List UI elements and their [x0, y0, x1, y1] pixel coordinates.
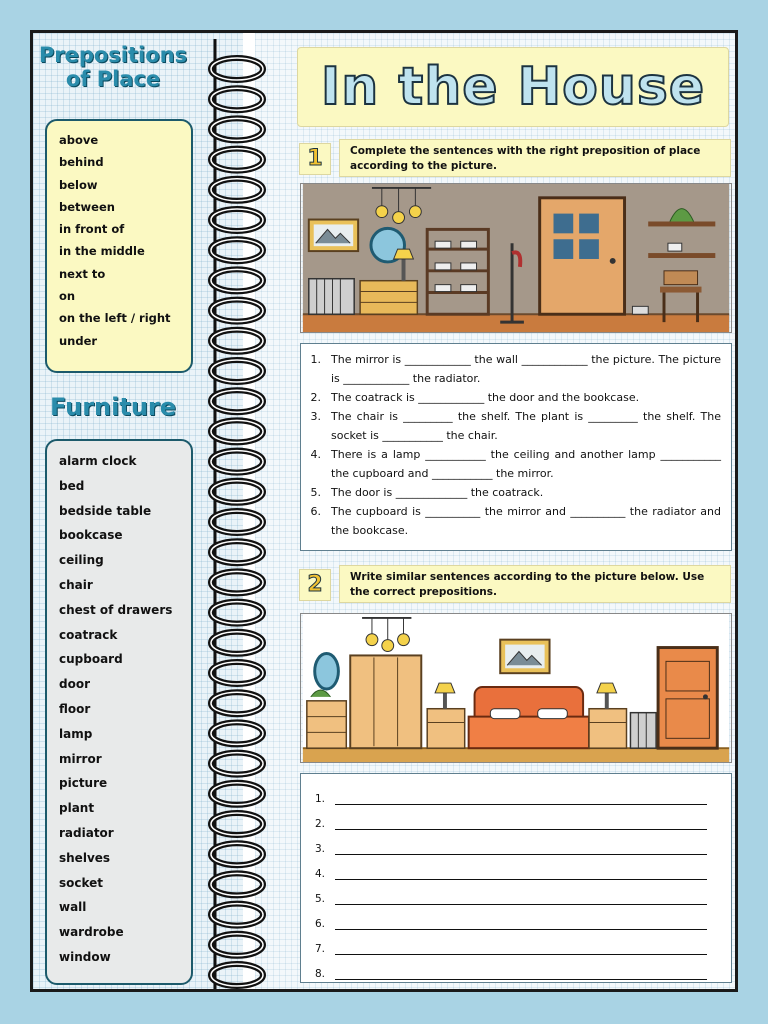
picture-frame: [309, 220, 358, 252]
preposition-item: below: [59, 177, 98, 192]
picture-frame: [500, 640, 549, 674]
room-illustration-1: [300, 183, 732, 333]
radiator: [309, 279, 354, 315]
write-line[interactable]: 2.: [309, 805, 707, 830]
furniture-item: socket: [59, 875, 104, 890]
exercise-sentence[interactable]: There is a lamp ___________ the ceiling and another lamp ___________ the cupboard and ___________ the mirror.: [331, 448, 721, 480]
spiral-ring-highlight: [211, 451, 263, 473]
furniture-item: floor: [59, 701, 91, 716]
exercise-item: 6. The cupboard is __________ the mirror and __________ the radiator and the bookcase.: [307, 502, 721, 540]
preposition-item: next to: [59, 266, 106, 281]
preposition-item: between: [59, 199, 115, 214]
spiral-ring-highlight: [211, 390, 263, 412]
instruction-1: Complete the sentences with the right preposition of place according to the picture.: [339, 139, 731, 177]
furniture-item: window: [59, 949, 111, 964]
exercise-1-box: [300, 343, 732, 551]
spiral-ring-highlight: [211, 118, 263, 140]
exercise-sentence[interactable]: The mirror is ____________ the wall ____________ the picture. The picture is ____________ the radiator.: [331, 353, 721, 385]
spiral-ring-highlight: [211, 360, 263, 382]
exercise-item: 1. The mirror is ____________ the wall ____________ the picture. The picture is ____________ the radiator.: [307, 350, 721, 388]
preposition-item: above: [59, 133, 99, 147]
furniture-title: Furniture: [49, 393, 177, 421]
spiral-ring-highlight: [211, 179, 263, 201]
spiral-ring-highlight: [211, 813, 263, 835]
spiral-binding: [203, 39, 267, 989]
write-line[interactable]: 3.: [309, 830, 707, 855]
furniture-item: cupboard: [59, 652, 123, 667]
furniture-item: alarm clock: [59, 454, 137, 468]
spiral-ring-highlight: [211, 904, 263, 926]
spiral-ring-highlight: [211, 571, 263, 593]
write-line[interactable]: 8.: [309, 955, 707, 980]
write-line[interactable]: 1.: [309, 780, 707, 805]
wardrobe: [350, 655, 421, 748]
room-illustration-2: [300, 613, 732, 763]
exercise-sentence[interactable]: The cupboard is __________ the mirror and __________ the radiator and the bookcase.: [331, 505, 721, 537]
spiral-ring-highlight: [211, 964, 263, 986]
door: [540, 198, 625, 314]
section-number-2: 2: [299, 569, 331, 601]
furniture-item: shelves: [59, 850, 111, 865]
exercise-sentence[interactable]: The door is _____________ the coatrack.: [331, 486, 544, 499]
furniture-item: mirror: [59, 751, 102, 766]
furniture-item: bedside table: [59, 503, 152, 518]
spiral-ring-highlight: [211, 692, 263, 714]
furniture-list: [45, 439, 193, 985]
spiral-ring-highlight: [211, 149, 263, 171]
spiral-ring-highlight: [211, 58, 263, 80]
spiral-ring-highlight: [211, 753, 263, 775]
preposition-item: on the left / right: [59, 311, 171, 326]
bedside-table-left: [307, 701, 346, 748]
spiral-ring-highlight: [211, 88, 263, 110]
worksheet: [30, 30, 738, 992]
instruction-2: Write similar sentences according to the picture below. Use the correct prepositions.: [339, 565, 731, 603]
spiral-ring-highlight: [211, 420, 263, 442]
section-number-1: 1: [299, 143, 331, 175]
exercise-item: 3. The chair is _________ the shelf. The plant is _________ the shelf. The socket is ___________ the chair.: [307, 407, 721, 445]
page-title: In the House: [297, 47, 729, 127]
furniture-item: radiator: [59, 825, 114, 840]
spiral-ring-highlight: [211, 662, 263, 684]
furniture-item: door: [59, 677, 90, 692]
spiral-ring-highlight: [211, 541, 263, 563]
spiral-ring-highlight: [211, 330, 263, 352]
preposition-item: behind: [59, 155, 104, 170]
prepositions-list: [45, 119, 193, 373]
preposition-item: in front of: [59, 222, 125, 237]
exercise-item: 4. There is a lamp ___________ the ceiling and another lamp ___________ the cupboard and ___________ the mirror.: [307, 445, 721, 483]
radiator: [630, 713, 656, 749]
spiral-ring-highlight: [211, 934, 263, 956]
socket: [632, 306, 648, 314]
furniture-item: ceiling: [59, 553, 104, 568]
spiral-ring-highlight: [211, 602, 263, 624]
write-line[interactable]: 4.: [309, 855, 707, 880]
furniture-item: chair: [59, 577, 93, 592]
preposition-item: on: [59, 289, 76, 304]
spiral-ring-highlight: [211, 209, 263, 231]
furniture-item: wall: [59, 900, 87, 915]
write-line[interactable]: 7.: [309, 930, 707, 955]
furniture-item: wardrobe: [59, 925, 124, 940]
furniture-item: coatrack: [59, 627, 118, 642]
spiral-ring-highlight: [211, 632, 263, 654]
spiral-ring-highlight: [211, 300, 263, 322]
preposition-item: in the middle: [59, 244, 145, 259]
spiral-ring-highlight: [211, 481, 263, 503]
write-line[interactable]: 6.: [309, 905, 707, 930]
spiral-ring-highlight: [211, 269, 263, 291]
furniture-item: bookcase: [59, 528, 123, 543]
door: [658, 648, 717, 749]
preposition-item: under: [59, 333, 98, 348]
spiral-ring-highlight: [211, 511, 263, 533]
prepositions-title: Prepositions of Place: [38, 43, 188, 91]
writing-area: [300, 773, 732, 983]
furniture-item: chest of drawers: [59, 602, 173, 617]
exercise-sentence[interactable]: The chair is _________ the shelf. The plant is _________ the shelf. The socket is ___________ the chair.: [331, 410, 721, 442]
exercise-sentence[interactable]: The coatrack is ____________ the door and the bookcase.: [331, 391, 640, 404]
exercise-item: 2. The coatrack is ____________ the door and the bookcase.: [307, 388, 721, 407]
spiral-ring-highlight: [211, 239, 263, 261]
bed: [469, 687, 589, 748]
spiral-ring-highlight: [211, 783, 263, 805]
furniture-item: picture: [59, 776, 108, 791]
spiral-ring-highlight: [211, 873, 263, 895]
furniture-item: plant: [59, 801, 95, 816]
furniture-item: lamp: [59, 726, 93, 741]
exercise-item: 5. The door is _____________ the coatrack.: [307, 483, 721, 502]
write-line[interactable]: 5.: [309, 880, 707, 905]
furniture-item: bed: [59, 478, 85, 493]
spiral-ring-highlight: [211, 843, 263, 865]
spiral-ring-highlight: [211, 722, 263, 744]
